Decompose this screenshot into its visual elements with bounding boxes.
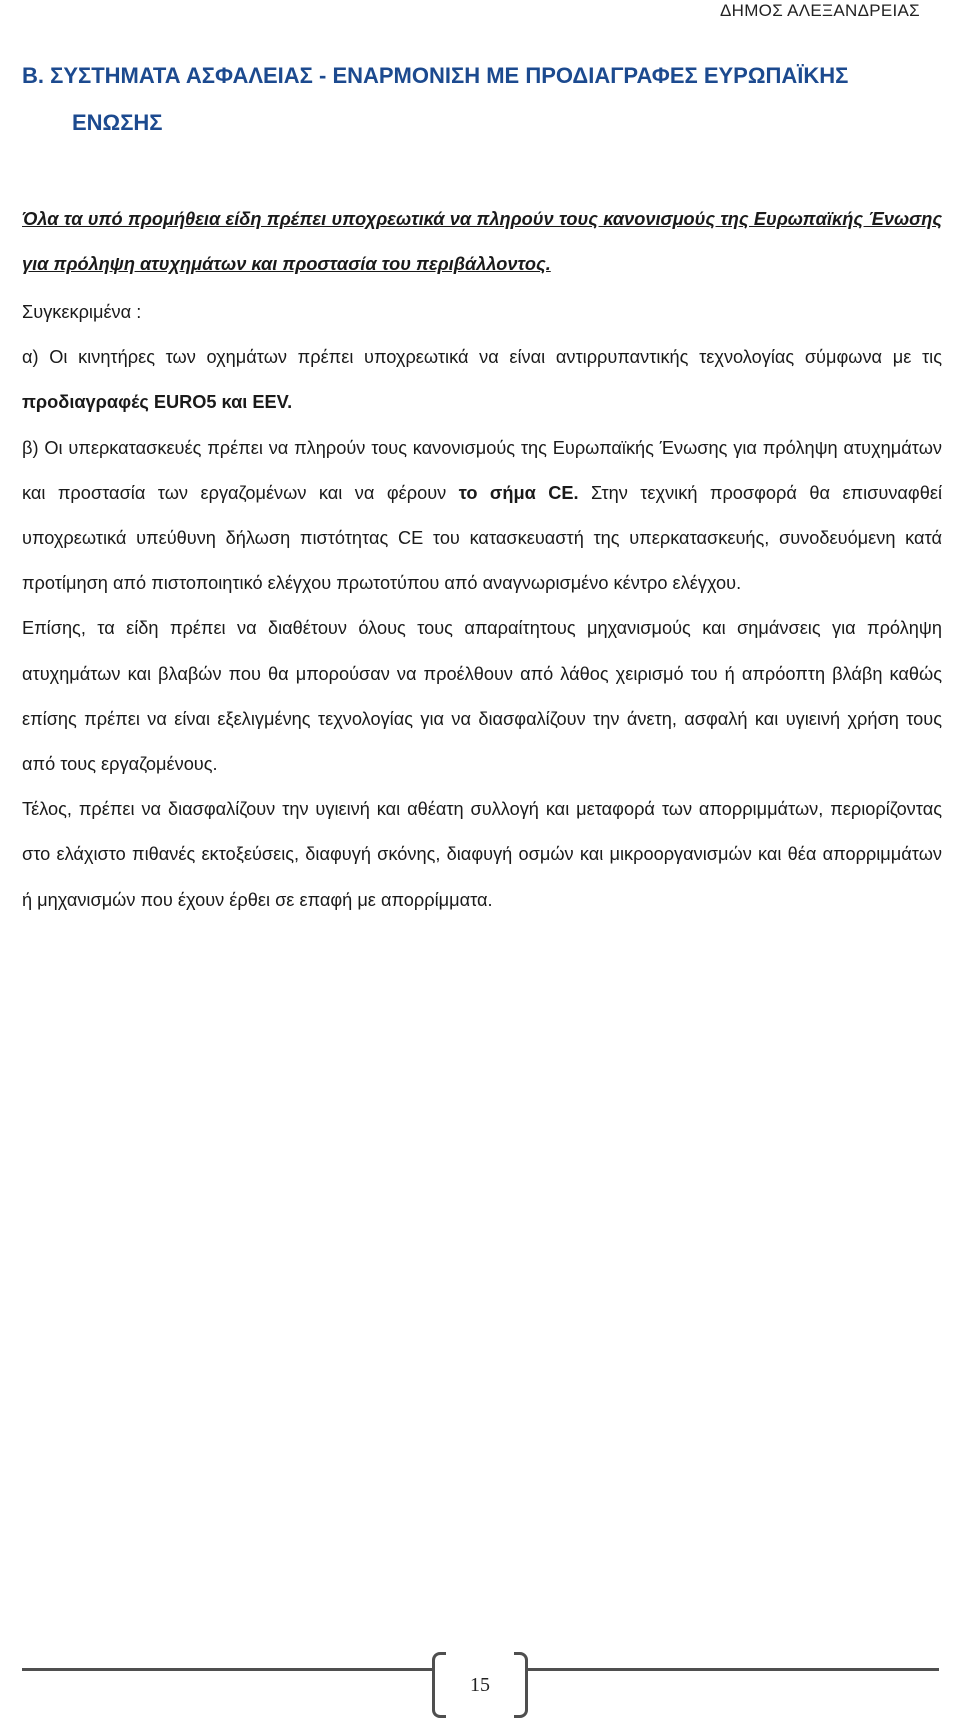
page-number: 15	[470, 1674, 490, 1696]
document-body	[22, 290, 942, 923]
page-footer	[0, 1652, 960, 1725]
section-title	[22, 52, 942, 146]
item-a-paragraph: α) Οι κινητήρες των οχημάτων πρέπει υποχρεωτικά να είναι αντιρρυπαντικής τεχνολογίας σύμφωνα με τις προδιαγραφές EURO5 και EEV.	[22, 347, 942, 413]
intro-paragraph: Όλα τα υπό προμήθεια είδη πρέπει υποχρεωτικά να πληρούν τους κανονισμούς της Ευρωπαϊκής Ένωσης για πρόληψη ατυχημάτων και προστασία του περιβάλλοντος.	[22, 209, 942, 274]
ce-mark-emphasis: το σήμα CE.	[458, 482, 579, 503]
section-title-line2: ΕΝΩΣΗΣ	[72, 110, 163, 135]
item-b-paragraph: β) Οι υπερκατασκευές πρέπει να πληρούν τους κανονισμούς της Ευρωπαϊκής Ένωσης για πρόληψη ατυχημάτων και προστασία των εργαζομένων και να φέρουν το σήμα CE. Στην τεχνική προσφορά θα επισυναφθεί υποχρεωτικά υπεύθυνη δήλωση πιστότητας CE του κατασκευαστή της υπερκατασκευής, συνοδευόμενη κατά προτίμηση από πιστοποιητικό ελέγχου πρωτοτύπου από αναγνωρισμένο κέντρο ελέγχου.	[22, 437, 942, 594]
euro5-emphasis: προδιαγραφές EURO5 και EEV.	[22, 392, 293, 413]
section-title-line1: Β. ΣΥΣΤΗΜΑΤΑ ΑΣΦΑΛΕΙΑΣ - ΕΝΑΡΜΟΝΙΣΗ ΜΕ ΠΡΟΔΙΑΓΡΑΦΕΣ ΕΥΡΩΠΑΪΚΗΣ	[22, 63, 849, 88]
also-paragraph: Επίσης, τα είδη πρέπει να διαθέτουν όλους τους απαραίτητους μηχανισμούς και σημάνσεις για πρόληψη ατυχημάτων και βλαβών που θα μπορούσαν να προέλθουν από λάθος χειρισμό του ή απρόοπτη βλάβη καθώς επίσης πρέπει να είναι εξελιγμένης τεχνολογίας για να διασφαλίζουν την άνετη, ασφαλή και υγιεινή χρήση τους από τους εργαζομένους.	[22, 618, 942, 775]
running-header: ΔΗΜΟΣ ΑΛΕΞΑΝΔΡΕΙΑΣ	[719, 1, 920, 20]
specifically-label: Συγκεκριμένα :	[22, 302, 142, 322]
finally-paragraph: Τέλος, πρέπει να διασφαλίζουν την υγιεινή και αθέατη συλλογή και μεταφορά των απορριμμάτων, περιορίζοντας στο ελάχιστο πιθανές εκτοξεύσεις, διαφυγή σκόνης, διαφυγή οσμών και μικροοργανισμών και θέα απορριμμάτων ή μηχανισμών που έχουν έρθει σε επαφή με απορρίμματα.	[22, 799, 942, 910]
